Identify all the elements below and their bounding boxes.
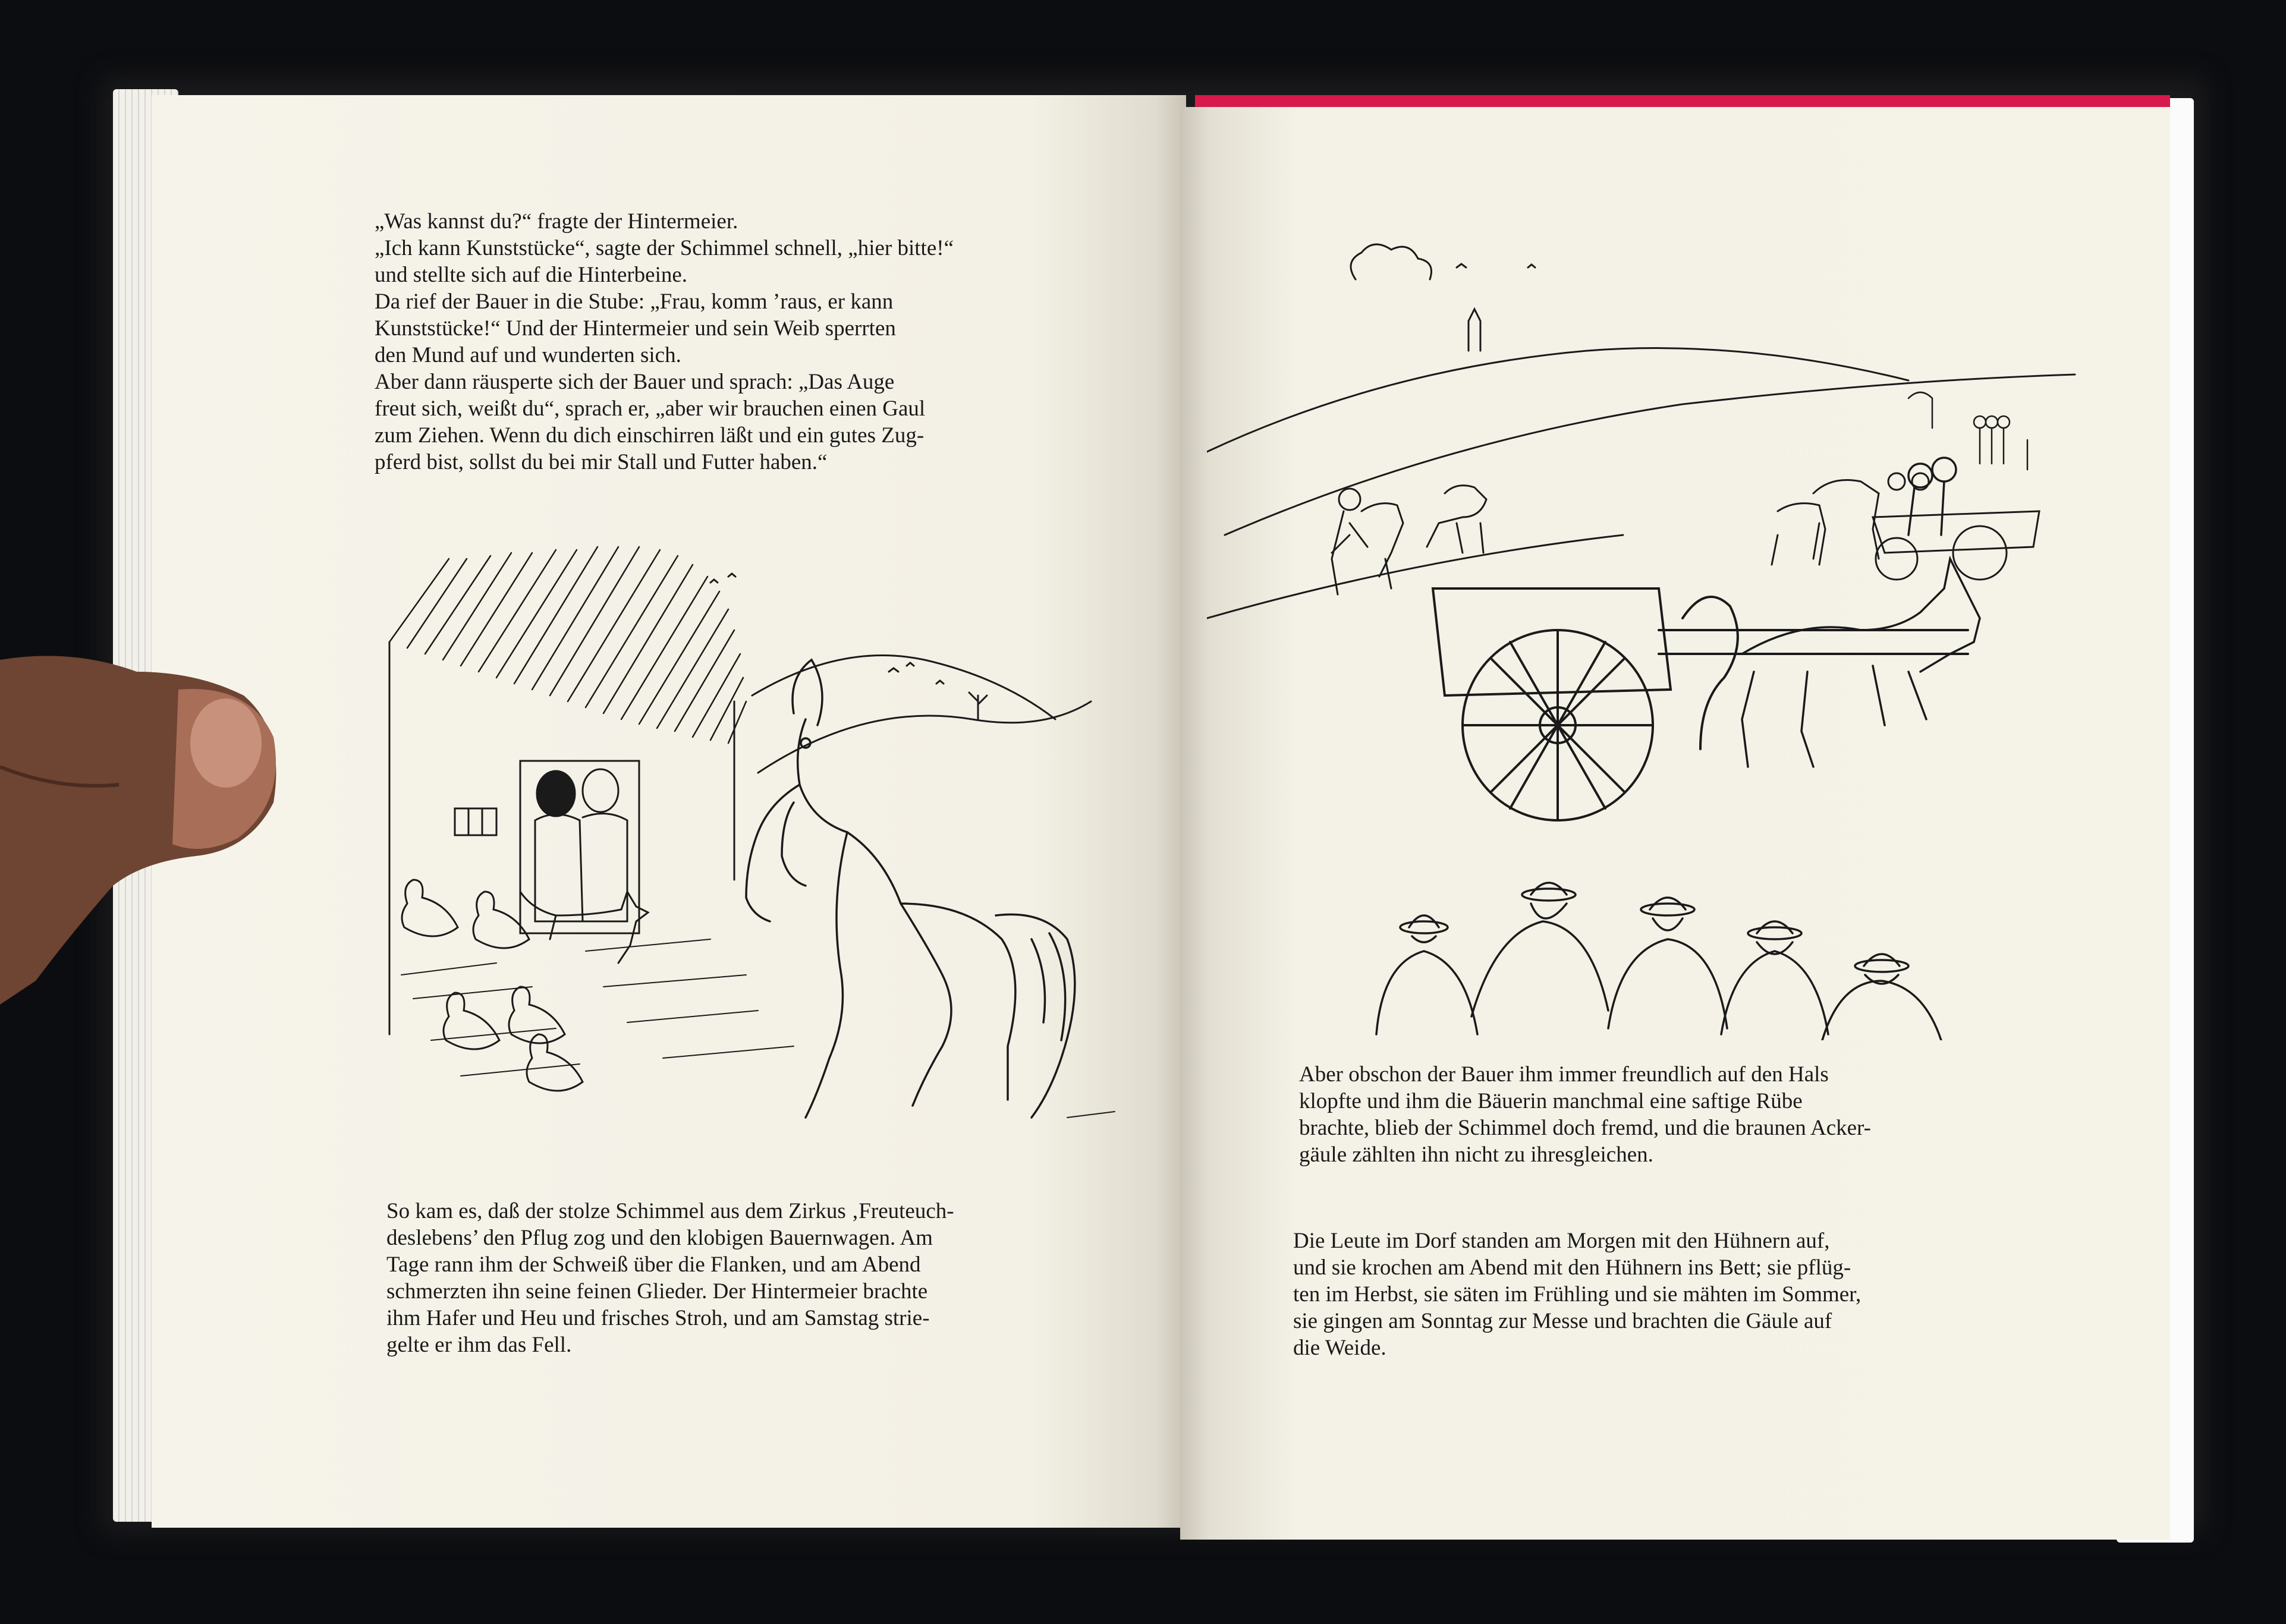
bird [1457,264,1466,267]
bird [907,663,914,666]
text-line: Aber dann räusperte sich der Bauer und sprach: „Das Auge [375,370,895,394]
text-line: schmerzten ihn seine feinen Glieder. Der Hintermeier brachte [386,1279,928,1304]
right-page-bottom-paragraph [1293,1228,2060,1361]
man-with-hat [1721,921,1828,1034]
hill-line [1207,348,1908,452]
bird [728,574,735,577]
cloud [1351,244,1432,279]
bird [710,580,718,583]
text-line: „Was kannst du?“ fragte der Hintermeier. [375,209,738,234]
hill-line [1207,535,1623,618]
right-page-middle-paragraph [1299,1061,2054,1168]
window [455,808,496,835]
hill-line [752,656,1055,720]
text-line: klopfte und ihm die Bäuerin manchmal eine saftige Rübe [1299,1089,1803,1113]
man-with-hat [1471,883,1608,1016]
field-workers [1908,392,2027,470]
text-line: gäule zählten ihn nicht zu ihresgleichen. [1299,1143,1653,1167]
house-wall [389,642,734,1034]
rearing-horse [746,660,1075,1118]
ploughing-team [1332,486,1486,594]
text-line: und stellte sich auf die Hinterbeine. [375,263,688,287]
text-line: zum Ziehen. Wenn du dich einschirren läßt und ein gutes Zug- [375,423,925,448]
text-line: die Weide. [1293,1336,1386,1360]
text-line: freut sich, weißt du“, sprach er, „aber wir brauchen einen Gaul [375,396,926,421]
text-line: und sie krochen am Abend mit den Hühnern ins Bett; sie pflüg- [1293,1255,1851,1280]
couple-bodies [535,814,627,921]
left-page-top-paragraph [375,208,1121,476]
text-line: So kam es, daß der stolze Schimmel aus dem Zirkus ‚Freuteuch- [386,1199,954,1223]
hill-line [758,701,1091,773]
text-line: brachte, blieb der Schimmel doch fremd, und die braunen Acker- [1299,1116,1871,1140]
field-work-illustration [1207,202,2114,844]
text-line: Aber obschon der Bauer ihm immer freundlich auf den Hals [1299,1062,1829,1087]
man-with-hat [1376,915,1477,1034]
farm-wagon [1433,588,1968,820]
text-line: ihm Hafer und Heu und frisches Stroh, und am Samstag strie- [386,1306,930,1330]
text-line: Tage rann ihm der Schweiß über die Flanken, und am Abend [386,1252,921,1277]
thatch-roof [389,547,746,743]
text-line: gelte er ihm das Fell. [386,1333,572,1357]
farmer-wife-head [537,771,575,816]
dog [520,892,648,963]
right-page [1180,107,2170,1540]
farmyard-illustration [378,523,1150,1260]
left-page [152,95,1186,1528]
text-line: Da rief der Bauer in die Stube: „Frau, komm ’raus, er kann [375,289,894,314]
pulling-horse [1742,458,1980,767]
text-line: „Ich kann Kunststücke“, sagte der Schimmel schnell, „hier bitte!“ [375,236,954,260]
left-page-bottom-paragraph [386,1198,1124,1358]
church-tower [1469,309,1480,351]
text-line: sie gingen am Sonntag zur Messe und brachten die Gäule auf [1293,1309,1832,1333]
farmer-head [583,769,618,812]
hill-line [1225,374,2075,535]
bird [936,681,944,684]
holding-hand [0,648,285,1016]
bird [1528,265,1535,267]
horse-cart-team [1772,473,2039,580]
text-line: deslebens’ den Pflug zog und den klobigen Bauernwagen. Am [386,1226,933,1250]
text-line: den Mund auf und wunderten sich. [375,343,681,367]
small-tree [969,693,987,719]
geese [402,880,583,1091]
bird [889,668,898,672]
text-line: Die Leute im Dorf standen am Morgen mit den Hühnern auf, [1293,1229,1830,1253]
man-with-hat [1608,898,1727,1028]
text-line: pferd bist, sollst du bei mir Stall und Futter haben.“ [375,450,828,474]
villagers-illustration [1353,862,1977,1040]
text-line: ten im Herbst, sie säten im Frühling und sie mähten im Sommer, [1293,1282,1861,1307]
text-line: Kunststücke!“ Und der Hintermeier und sein Weib sperrten [375,316,896,341]
man-with-hat [1822,954,1941,1040]
